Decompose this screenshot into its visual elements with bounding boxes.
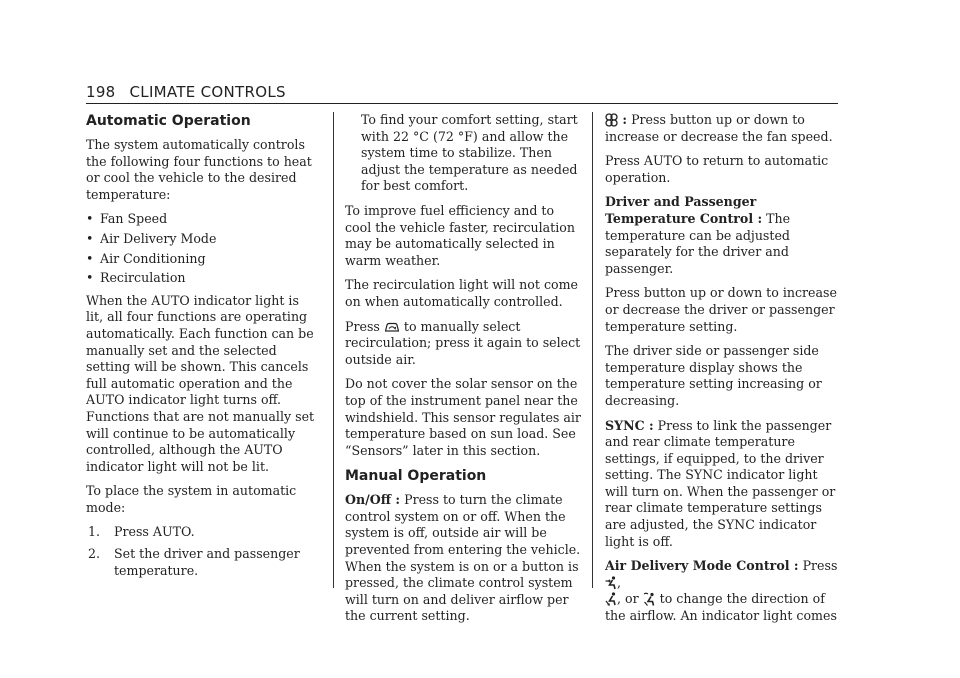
bullet-icon: •: [86, 230, 94, 246]
fan-icon: [605, 113, 618, 127]
recirculation-icon: [384, 321, 400, 334]
list-item-text: Fan Speed: [100, 211, 168, 227]
on-off-label: On/Off :: [345, 492, 401, 508]
function-list: [86, 211, 318, 286]
intro-paragraph: The system automatically controls the following four functions to heat or cool the vehicle to the desired temperature:: [86, 137, 312, 202]
floor-mode-icon: [605, 592, 617, 606]
vent-mode-icon: [605, 576, 617, 590]
sync-paragraph: [605, 418, 838, 551]
automatic-operation-heading: Automatic Operation: [86, 113, 251, 129]
step-text: Press AUTO.: [114, 524, 195, 540]
press-recirculation-text: to manually select recirculation; press it again to select outside air.: [345, 318, 581, 367]
temperature-control-paragraph: [605, 194, 838, 277]
bullet-icon: •: [86, 270, 94, 286]
column-2: [345, 112, 581, 633]
list-item-text: Air Conditioning: [100, 250, 206, 266]
step-number: 1.: [88, 524, 101, 540]
temperature-control-text: The temperature can be adjusted separately for the driver and passenger.: [605, 210, 791, 276]
fuel-efficiency-paragraph: To improve fuel efficiency and to cool the vehicle faster, recirculation may be automatically selected in warm weather.: [345, 202, 575, 268]
list-item: [86, 231, 318, 248]
auto-return-paragraph: Press AUTO to return to automatic operation.: [605, 153, 829, 185]
step-text: Set the driver and passenger temperature.: [114, 546, 300, 578]
column-3: [605, 112, 838, 633]
sync-label: SYNC :: [605, 417, 654, 433]
separator: ,: [617, 574, 622, 590]
bullet-icon: •: [86, 250, 94, 266]
air-delivery-label: Air Delivery Mode Control :: [605, 558, 799, 574]
auto-indicator-paragraph: When the AUTO indicator light is lit, all four functions are operating automatically. Each function can be manually set and the selected setting will be shown. This cancels full automatic operation and the AUTO indicator light turns off. Functions that are not manually set will continue to be automatically controlled, although the AUTO indicator light will not be lit.: [86, 292, 315, 474]
press-word: Press: [345, 318, 380, 334]
header-rule: [86, 103, 838, 104]
place-system-paragraph: To place the system in automatic mode:: [86, 483, 297, 515]
solar-sensor-paragraph: Do not cover the solar sensor on the top of the instrument panel near the windshield. This sensor regulates air temperature based on sun load. See “Sensors” later in this section.: [345, 376, 581, 458]
page-number: 198: [86, 83, 116, 101]
column-divider: [333, 112, 334, 588]
on-off-text: Press to turn the climate control system on or off. When the system is off, outside air will be prevented from entering the vehicle. When the system is on or a button is pressed, the climate control system will turn on and deliver airflow per the current setting.: [345, 492, 581, 624]
bullet-icon: •: [86, 211, 94, 227]
air-delivery-paragraph: [605, 558, 838, 624]
section-title: CLIMATE CONTROLS: [129, 83, 286, 101]
press-word: Press: [802, 558, 838, 574]
list-item: [86, 270, 318, 287]
steps-list: [86, 524, 318, 579]
list-item-text: Recirculation: [100, 270, 186, 286]
fan-paragraph: : Press button up or down to increase or decrease the fan speed.: [605, 112, 833, 144]
press-button-paragraph: Press button up or down to increase or decrease the driver or passenger temperature setting.: [605, 285, 837, 334]
separator: , or: [617, 591, 639, 607]
column-divider: [592, 112, 593, 588]
step-continuation: To find your comfort setting, start with 22 °C (72 °F) and allow the system time to stabilize. Then adjust the temperature as needed for best comfort.: [361, 112, 578, 194]
on-off-paragraph: [345, 492, 581, 625]
fan-text: Press button up or down to increase or decrease the fan speed.: [605, 112, 833, 144]
recirculation-light-paragraph: The recirculation light will not come on when automatically controlled.: [345, 277, 578, 309]
sync-text: Press to link the passenger and rear climate temperature settings, if equipped, to the driver setting. The SYNC indicator light will turn on. When the passenger or rear climate temperature settings are adjusted, the SYNC indicator light is off.: [605, 417, 836, 549]
defog-mode-icon: [643, 592, 656, 606]
temperature-control-label: Driver and Passenger Temperature Control :: [605, 194, 763, 226]
list-item: [86, 211, 318, 228]
manual-operation-heading: Manual Operation: [345, 468, 487, 485]
air-delivery-text: to change the direction of the airflow. An indicator light comes: [605, 591, 837, 624]
step-number: 2.: [88, 546, 101, 562]
column-1: [86, 112, 318, 587]
step-item: [86, 546, 318, 579]
step-item: [86, 524, 318, 541]
list-item-text: Air Delivery Mode: [100, 230, 217, 246]
press-recirculation-paragraph: [345, 319, 581, 369]
list-item: [86, 251, 318, 268]
page-header: [86, 83, 286, 101]
temperature-display-paragraph: The driver side or passenger side temperature display shows the temperature setting increasing or decreasing.: [605, 343, 822, 408]
